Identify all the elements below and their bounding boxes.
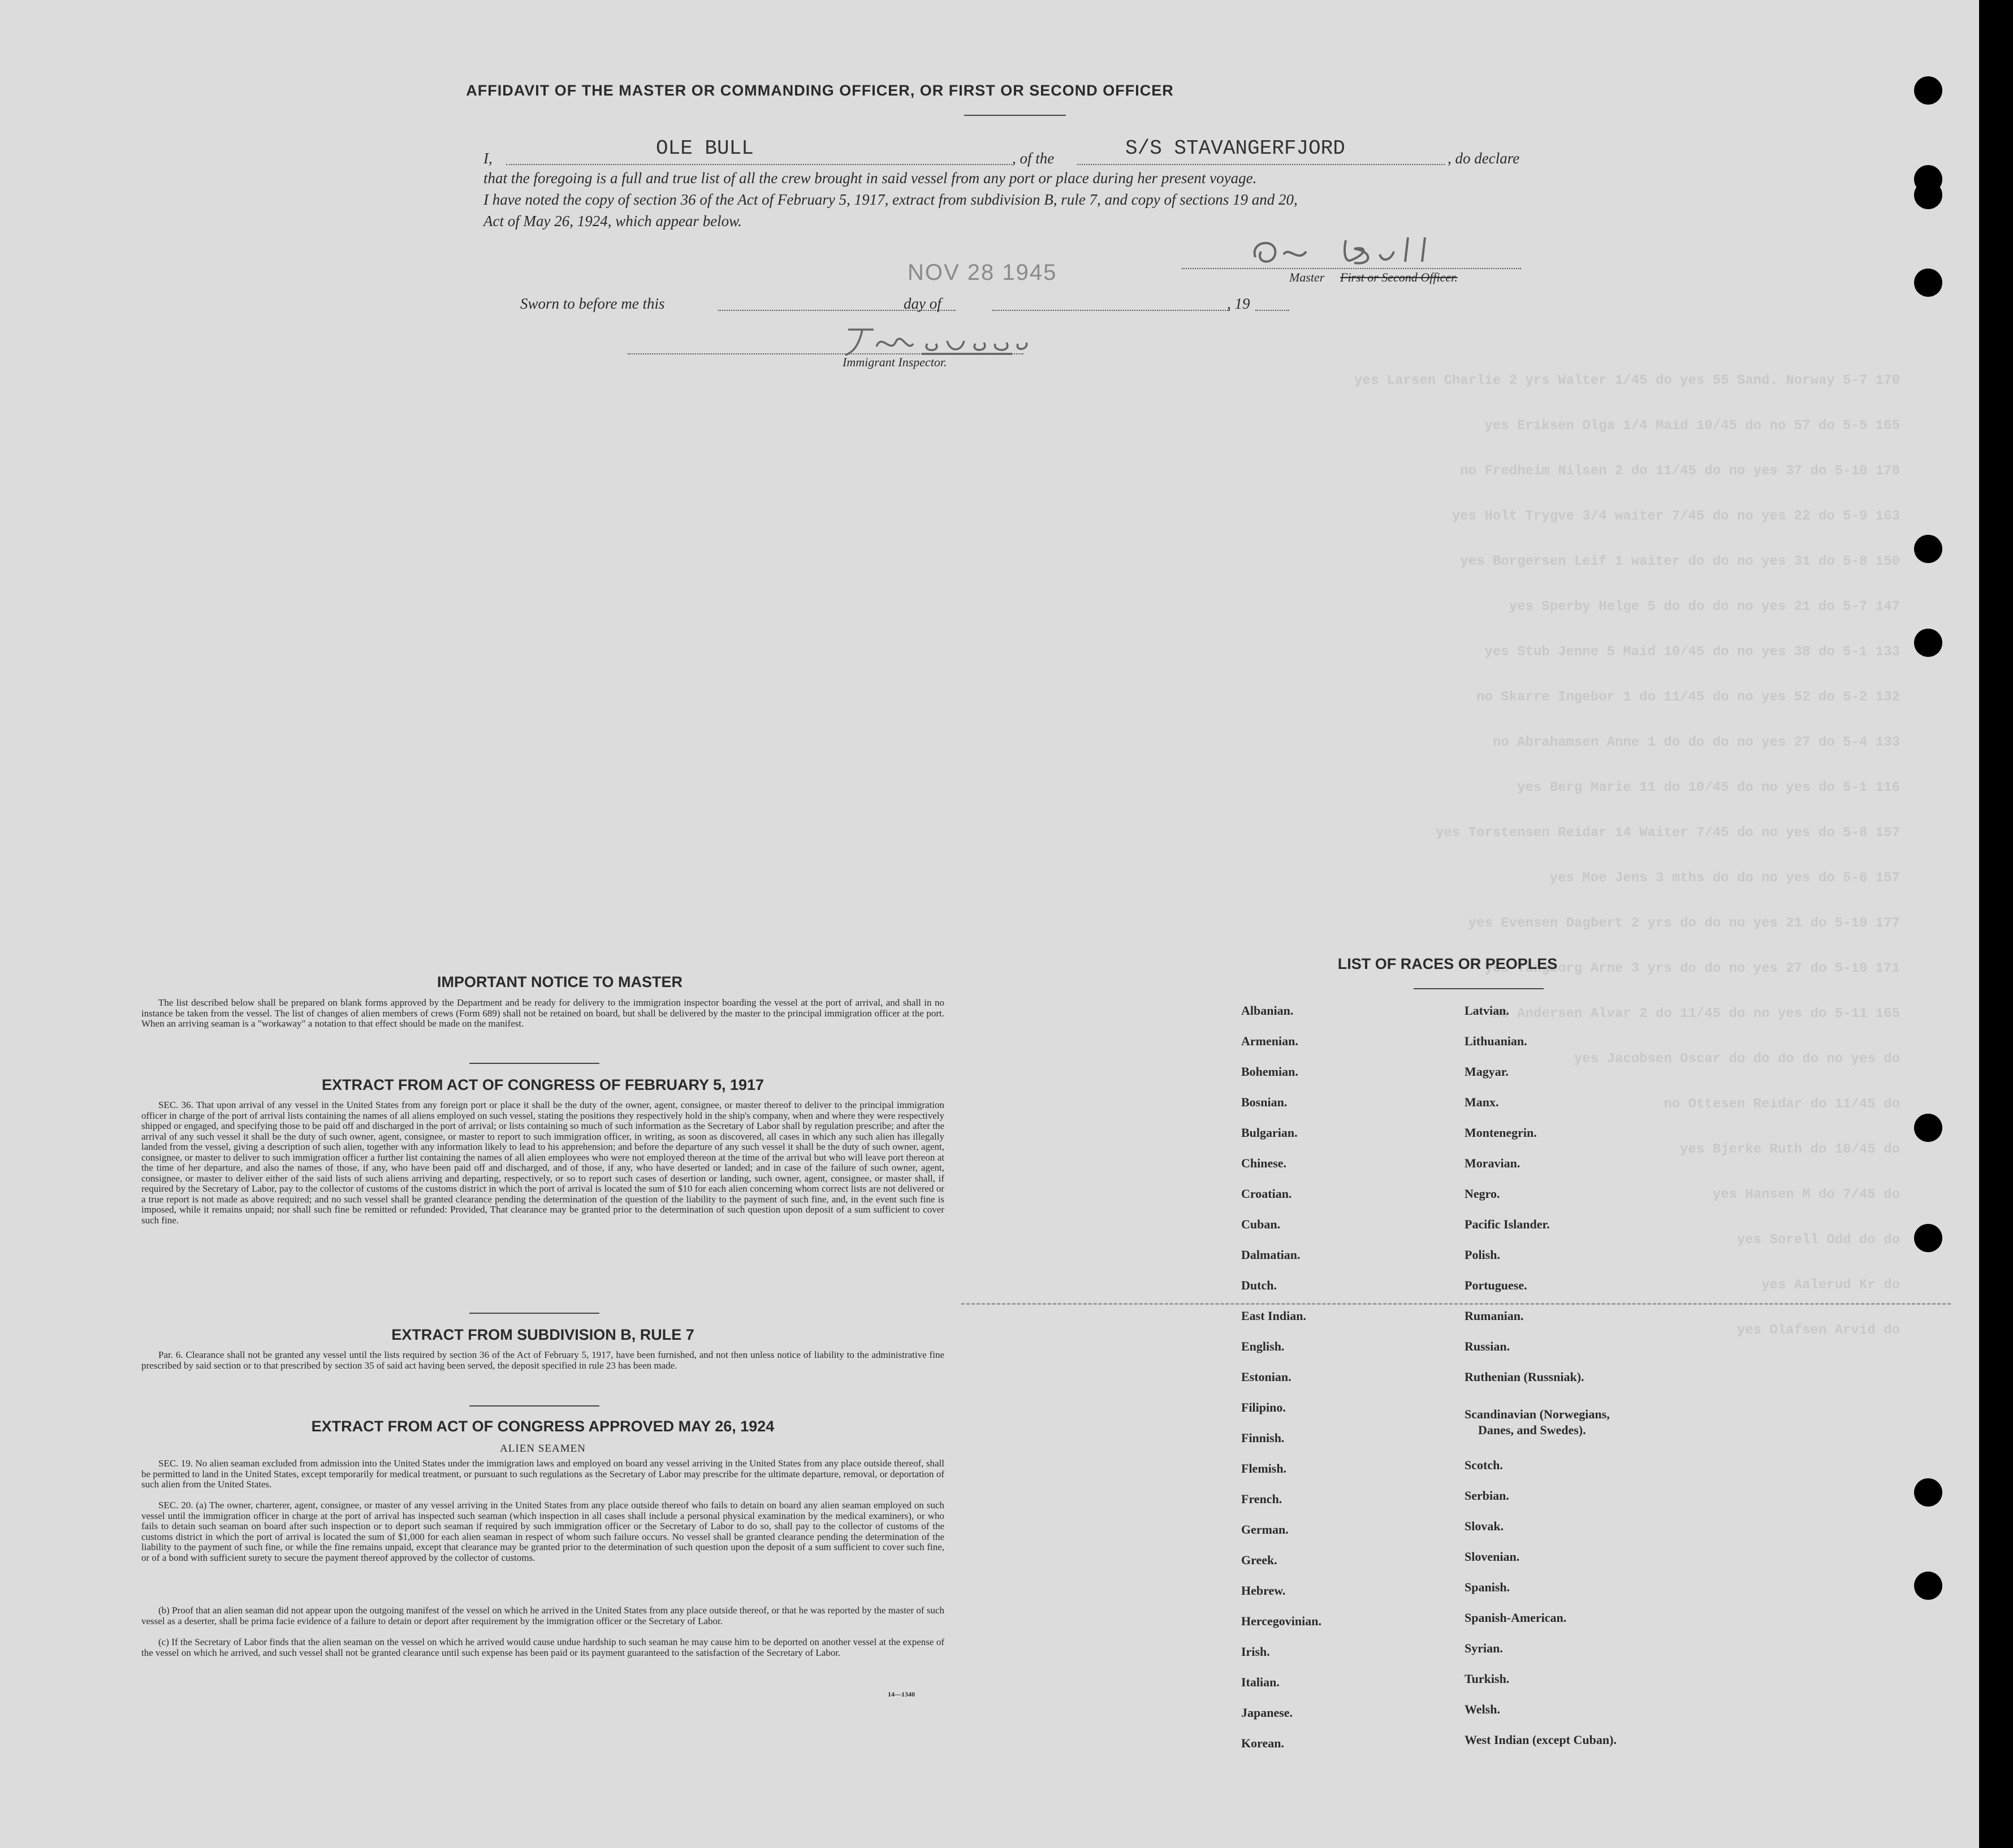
extract-1917-divider <box>469 1313 599 1314</box>
vessel-value: S/S STAVANGERFJORD <box>1125 137 1345 160</box>
race-item: Negro. <box>1465 1187 1500 1201</box>
rule-7-title: EXTRACT FROM SUBDIVISION B, RULE 7 <box>391 1326 694 1343</box>
sworn-year-line <box>1255 310 1289 311</box>
race-item: Polish. <box>1465 1248 1500 1262</box>
master-signature-line <box>1182 268 1521 269</box>
master-name-line <box>506 164 1012 165</box>
master-name-value: OLE BULL <box>656 137 754 160</box>
race-item: Finnish. <box>1241 1431 1285 1445</box>
race-item: Bohemian. <box>1241 1064 1298 1079</box>
affidavit-title: AFFIDAVIT OF THE MASTER OR COMMANDING OFFICER, OR FIRST OR SECOND OFFICER <box>466 82 1174 99</box>
race-item: Montenegrin. <box>1465 1126 1537 1140</box>
form-number: 14—1340 <box>888 1690 915 1698</box>
race-item: Magyar. <box>1465 1064 1509 1079</box>
vessel-line <box>1077 164 1445 165</box>
races-title: LIST OF RACES OR PEOPLES <box>1337 955 1558 972</box>
extract-1924-sec-19: SEC. 19. No alien seaman excluded from admission into the United States under the immigration laws and employed on board any vessel arriving in the United States from any place outside thereof, shall be permitted to land in the United States, except temporarily for medical treatment, or pursuant to such regulations as the Secretary of Labor may prescribe for the ultimate departure, removal, or deportation of such alien from the United States. <box>141 1458 944 1490</box>
race-item: Croatian. <box>1241 1187 1292 1201</box>
race-item: Russian. <box>1465 1339 1510 1353</box>
declare-label: , do declare <box>1448 150 1520 167</box>
master-label: Master <box>1289 270 1325 284</box>
race-item: Syrian. <box>1465 1641 1503 1655</box>
race-item: Bosnian. <box>1241 1095 1288 1109</box>
race-item: Lithuanian. <box>1465 1034 1527 1048</box>
race-item: Dutch. <box>1241 1278 1277 1292</box>
race-item: Albanian. <box>1241 1003 1294 1018</box>
race-item: German. <box>1241 1522 1289 1537</box>
punch-hole <box>1914 1478 1942 1507</box>
race-item: Japanese. <box>1241 1706 1293 1720</box>
extract-1924-sec-20b: (b) Proof that an alien seaman did not appear upon the outgoing manifest of the vessel on which he arrived in the United States from any place outside thereof, or that he was reported by the master of such vessel as a deserter, shall be prima facie evidence of a failure to detain or deport after requirement by the immigration officer or the Secretary of Labor. <box>141 1605 944 1626</box>
race-item: Cuban. <box>1241 1217 1281 1231</box>
declaration-line-2: that the foregoing is a full and true list of all the crew brought in said vessel from any port or place during her present voyage. <box>483 170 1257 187</box>
races-divider <box>1414 988 1544 989</box>
title-divider <box>964 115 1066 116</box>
year-label: , 19 <box>1227 295 1250 312</box>
race-item: Korean. <box>1241 1736 1284 1750</box>
race-item: Filipino. <box>1241 1400 1286 1414</box>
races-right-column <box>1465 1003 1617 1763</box>
race-item: Spanish. <box>1465 1580 1510 1594</box>
of-the-label: , of the <box>1012 150 1055 167</box>
race-item: Moravian. <box>1465 1156 1520 1170</box>
race-item: Scandinavian (Norwegians, <box>1465 1407 1610 1421</box>
declaration-line-3: I have noted the copy of section 36 of the Act of February 5, 1917, extract from subdivision B, rule 7, and copy of sections 19 and 20, <box>483 191 1298 208</box>
race-item: Estonian. <box>1241 1370 1291 1384</box>
inspector-label: Immigrant Inspector. <box>843 355 947 369</box>
race-item: Ruthenian (Russniak). <box>1465 1370 1584 1384</box>
race-item: Serbian. <box>1465 1488 1509 1503</box>
punch-hole <box>1914 269 1942 297</box>
race-item: Pacific Islander. <box>1465 1217 1550 1231</box>
race-item: Spanish-American. <box>1465 1611 1567 1625</box>
race-item: Scotch. <box>1465 1458 1503 1472</box>
race-item: Latvian. <box>1465 1003 1509 1018</box>
race-item: Turkish. <box>1465 1672 1510 1686</box>
bleed-through: yes Larsen Charlie 2 yrs Walter 1/45 do yes 55 Sand. Norway 5-7 170 yes Eriksen Olga 1/4 Maid 10/45 do no 57 do 5-5 165 no Fredheim Nilsen 2 do 11/45 do no yes 37 do 5-10 178 yes Holt Trygve 3/4 waiter 7/45 do no yes 22 do 5-9 163 yes Borgersen Leif 1 waiter do do no yes 31 do 5-8 150 yes Sperby Helge 5 do do do no yes 21 do 5-7 147 yes Stub Jenne 5 Maid 10/45 do no yes 38 do 5-1 133 no Skarre Ingebor 1 do 11/45 do no yes 52 do 5-2 132 no Abrahamsen Anne 1 do do do no yes 27 do 5-4 133 yes Berg Marie 11 do 10/45 do no yes do 5-1 116 yes Torstensen Reidar 14 Waiter 7/45 do no yes do 5-8 157 yes Moe Jens 3 mths do do no yes do 5-6 157 yes Evensen Dagbert 2 yrs do do no yes 21 do 5-10 177 yes Tangborg Arne 3 yrs do do no yes 27 do 5-10 171 no Andersen Alvar 2 do 11/45 do no yes do 5-11 165 yes Jacobsen Oscar do do do do no yes do no Ottesen Reidar do 11/45 do yes Bjerke Ruth do 10/45 do yes Hansen M do 7/45 do yes Sorell Odd do do yes Aalerud Kr do yes Olafsen Arvid do <box>1354 373 1900 1338</box>
race-item: Chinese. <box>1241 1156 1287 1170</box>
race-item: Flemish. <box>1241 1461 1287 1475</box>
race-item: Slovenian. <box>1465 1550 1520 1564</box>
officer-struck-label: First or Second Officer. <box>1340 270 1458 284</box>
race-item: Greek. <box>1241 1553 1277 1567</box>
declarant-prefix: I, <box>483 150 493 167</box>
extract-1917-body: SEC. 36. That upon arrival of any vessel in the United States from any foreign port or place it shall be the duty of the owner, agent, consignee, or master thereof to deliver to the principal immigration officer in charge of the port of arrival lists containing the names of all aliens employed on such vessel, stating the positions they respectively hold in the ship's company, when and where they were respectively shipped or engaged, and specifying those to be paid off and discharged in the port of arrival; or lists containing so much of such information as the Secretary of Labor shall by regulation prescribe; and after the arrival of any such vessel it shall be the duty of such owner, agent, consignee, or master to report to such immigration officer, in writing, as soon as discovered, all cases in which any such alien has illegally landed from the vessel, giving a description of such alien, together with any information likely to lead to his apprehension; and before the departure of any such vessel it shall be the duty of such owner, agent, consignee, or master to deliver to such immigration officer a further list containing the names of all alien employees who were not employed thereon at the time of the arrival but who will leave port thereon at the time of her departure, and also the names of those, if any, who have been paid off and discharged, and of those, if any, who have deserted or landed; and in case of the failure of such owner, agent, consignee, or master to deliver either of the said lists of such aliens arriving and departing, respectively, or so to report such cases of desertion or landing, such owner, agent, consignee, or master shall, if required by the Secretary of Labor, pay to the collector of customs of the customs district in which the port of arrival is located the sum of $10 for each alien concerning whom correct lists are not delivered or a true report is not made as above required; and no such vessel shall be granted clearance pending the determination of the question of the liability to the payment of such fine, and, in the event such fine is imposed, while it remains unpaid; nor shall such fine be remitted or refunded: Provided, That clearance may be granted prior to the determination of such question upon deposit of a sum sufficient to cover such fine. <box>141 1100 944 1226</box>
race-item: Slovak. <box>1465 1519 1504 1533</box>
race-item: Portuguese. <box>1465 1278 1527 1292</box>
rule-7-divider <box>469 1405 599 1406</box>
race-item: Hercegovinian. <box>1241 1614 1321 1628</box>
notice-divider <box>469 1063 599 1064</box>
punch-hole <box>1914 1572 1942 1600</box>
punch-hole <box>1914 76 1942 105</box>
notice-body: The list described below shall be prepared on blank forms approved by the Department and be ready for delivery to the immigration inspector boarding the vessel at the port of arrival, and shall in no instance be taken from the vessel. The list of changes of alien members of crews (Form 689) shall not be retained on board, but shall be delivered by the master to the principal immigration officer at the port. When an arriving seaman is a "workaway" a notation to that effect should be made on the manifest. <box>141 997 944 1029</box>
sworn-month-line <box>992 310 1230 311</box>
race-item: West Indian (except Cuban). <box>1465 1733 1617 1747</box>
races-left-column <box>1241 1003 1321 1767</box>
race-item: Italian. <box>1241 1675 1280 1689</box>
day-of-label: day of <box>904 295 941 312</box>
race-item: Dalmatian. <box>1241 1248 1301 1262</box>
punch-hole <box>1914 181 1942 209</box>
declaration-line-4: Act of May 26, 1924, which appear below. <box>483 213 742 230</box>
extract-1924-title: EXTRACT FROM ACT OF CONGRESS APPROVED MAY 26, 1924 <box>311 1418 775 1435</box>
race-item: Manx. <box>1465 1095 1499 1109</box>
race-item: Armenian. <box>1241 1034 1298 1048</box>
extract-1924-sec-20a: SEC. 20. (a) The owner, charterer, agent, consignee, or master of any vessel arriving in the United States from any place outside thereof who fails to detain on board any alien seaman employed on such vessel until the immigration officer in charge at the port of arrival has inspected such seaman (which inspection in all cases shall include a personal physical examination by the medical examiners), or who fails to detain such seaman on board after such inspection or to deport such seaman if required by such immigration officer or the Secretary of Labor to do so, shall pay to the collector of customs of the customs district in which the port of arrival is located the sum of $1,000 for each alien seaman in respect of whom such failure occurs. No vessel shall be granted clearance pending the determination of the liability to the payment of such fine, or while the fine remains unpaid, except that clearance may be granted prior to the determination of such question upon the deposit of a sum sufficient to cover such fine, or of a bond with sufficient surety to secure the payment thereof approved by the collector of customs. <box>141 1500 944 1563</box>
race-item: Rumanian. <box>1465 1309 1524 1323</box>
sworn-label: Sworn to before me this <box>520 295 665 312</box>
race-item: Danes, and Swedes). <box>1478 1423 1586 1437</box>
race-item: East Indian. <box>1241 1309 1306 1323</box>
extract-1924-sec-20c: (c) If the Secretary of Labor finds that the alien seaman on the vessel on which he arrived would cause undue hardship to such seaman he may cause him to be deported on another vessel at the expense of the vessel on which he arrived, and such vessel shall not be granted clearance until such expense has been paid or its payment guaranteed to the satisfaction of the Secretary of Labor. <box>141 1637 944 1658</box>
race-item: Irish. <box>1241 1644 1270 1659</box>
extract-1924-subtitle: ALIEN SEAMEN <box>500 1443 586 1455</box>
race-item: French. <box>1241 1492 1282 1506</box>
date-stamp: NOV 28 1945 <box>908 260 1057 285</box>
race-item: Bulgarian. <box>1241 1126 1298 1140</box>
rule-7-body: Par. 6. Clearance shall not be granted any vessel until the lists required by section 36 of the Act of February 5, 1917, have been furnished, and not then unless notice of liability to the administrative fine prescribed by said section or to that prescribed by section 35 of said act having been served, the deposit specified in rule 23 has been made. <box>141 1349 944 1371</box>
race-item: English. <box>1241 1339 1285 1353</box>
notice-title: IMPORTANT NOTICE TO MASTER <box>437 973 682 990</box>
inspector-signature-line <box>628 353 1023 354</box>
bleed-dashed-line <box>961 1303 1951 1305</box>
race-item: Hebrew. <box>1241 1583 1286 1598</box>
extract-1917-title: EXTRACT FROM ACT OF CONGRESS OF FEBRUARY 5, 1917 <box>321 1076 764 1093</box>
race-item: Welsh. <box>1465 1702 1500 1716</box>
